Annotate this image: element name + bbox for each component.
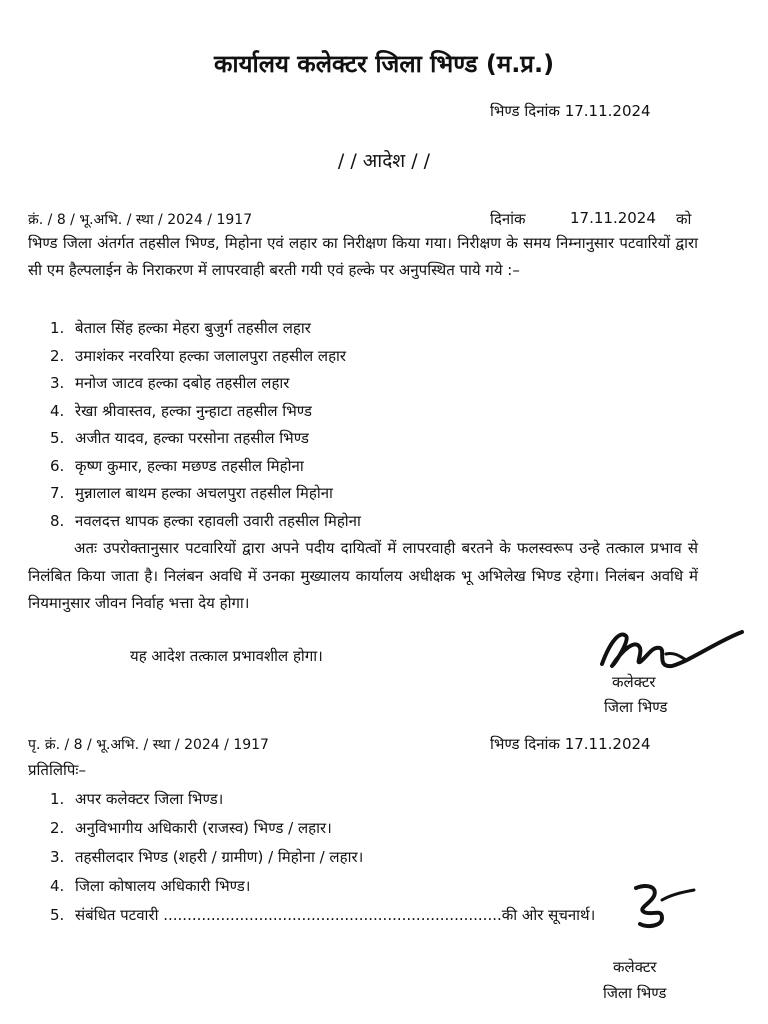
copy-list-item [50,785,595,814]
patwari-list-item-text: कृष्ण कुमार, हल्का मछण्ड तहसील मिहोना [75,456,304,475]
copy-list-item [50,843,595,872]
copy-list-item-text: अपर कलेक्टर जिला भिण्ड। [75,790,224,808]
patwari-list-item-number: 8. [50,511,65,530]
patwari-list-item-text: उमाशंकर नरवरिया हल्का जलालपुरा तहसील लहार [75,346,347,365]
copy-list-item-number: 4. [50,877,65,895]
office-title: कार्यालय कलेक्टर जिला भिण्ड (म.प्र.) [213,50,555,78]
patwari-list-item-number: 7. [50,484,65,502]
patwari-list-item [50,480,361,508]
copy-reference-number: पृ. क्रं. / 8 / भू.अभि. / स्था / 2024 / 1917 [28,737,269,753]
copy-list-item-number: 5. [50,906,65,924]
copy-list-item-text: जिला कोषालय अधिकारी भिण्ड। [75,877,251,895]
patwari-list-item [50,508,361,536]
patwari-list-item [50,370,361,398]
copy-list-item-number: 1. [50,790,65,808]
signature-1-office: जिला भिण्ड [604,698,668,716]
effective-line: यह आदेश तत्काल प्रभावशील होगा। [130,647,323,665]
patwari-list-item-number: 2. [50,346,65,365]
intro-paragraph: भिण्ड जिला अंतर्गत तहसील भिण्ड, मिहोना एवं लहार का निरीक्षण किया गया। निरीक्षण के समय निम्नानुसार पटवारियों द्वारा सी एम हैल्पलाईन के निराकरण में लापरवाही बरती गयी एवं हल्के पर अनुपस्थित पाये गये :– [28,234,698,279]
patwari-list-item-number: 5. [50,429,65,447]
reference-number: क्रं. / 8 / भू.अभि. / स्था / 2024 / 1917 [28,212,253,228]
copy-list-item-text: संबंधित पटवारी .......................................................................की ओर सूचनार्थ। [75,906,596,924]
copy-list-item [50,901,595,930]
header-place-date: भिण्ड दिनांक 17.11.2024 [490,102,651,120]
patwari-list-item-text: नवलदत्त थापक हल्का रहावली उवारी तहसील मिहोना [75,511,361,530]
patwari-list-item-number: 6. [50,456,65,475]
reference-date-label: दिनांक [490,210,526,228]
copy-list-item [50,814,595,843]
patwari-list-item [50,425,361,453]
order-heading: / / आदेश / / [337,150,431,172]
copy-list-item-number: 2. [50,819,65,837]
copy-list-item [50,872,595,901]
copy-list [50,785,595,930]
reference-suffix: को [676,210,692,228]
copy-heading: प्रतिलिपिः– [28,761,86,779]
signature-2 [628,878,698,938]
patwari-list-item-text: मुन्नालाल बाथम हल्का अचलपुरा तहसील मिहोना [75,484,333,502]
patwari-list-item-number: 4. [50,401,65,420]
patwari-list-item-text: मनोज जाटव हल्का दबोह तहसील लहार [75,374,290,392]
patwari-list-item-text: बेताल सिंह हल्का मेहरा बुजुर्ग तहसील लहार [75,319,311,337]
patwari-list-item-number: 3. [50,374,65,392]
signature-2-designation: कलेक्टर [613,958,657,976]
action-paragraph: अतः उपरोक्तानुसार पटवारियों द्वारा अपने पदीय दायित्वों में लापरवाही बरतने के फलस्वरूप उन्हे तत्काल प्रभाव से निलंबित किया जाता है। निलंबन अवधि में उनका मुख्यालय कार्यालय अधीक्षक भू अभिलेख भिण्ड रहेगा। निलंबन अवधि में नियमानुसार जीवन निर्वाह भत्ता देय होगा। [28,539,698,612]
patwari-list-item [50,315,361,343]
copy-list-item-text: अनुविभागीय अधिकारी (राजस्व) भिण्ड / लहार। [75,819,332,837]
patwari-list-item [50,343,361,371]
patwari-list-item [50,453,361,481]
patwari-list-item [50,398,361,426]
reference-date: 17.11.2024 [570,209,656,227]
copy-list-item-text: तहसीलदार भिण्ड (शहरी / ग्रामीण) / मिहोना / लहार। [75,848,364,866]
copy-list-item-number: 3. [50,848,65,866]
patwari-list-item-text: अजीत यादव, हल्का परसोना तहसील भिण्ड [75,429,309,447]
copy-reference-date: भिण्ड दिनांक 17.11.2024 [490,735,651,753]
signature-1-designation: कलेक्टर [612,673,656,691]
patwari-list-item-text: रेखा श्रीवास्तव, हल्का नुन्हाटा तहसील भिण्ड [75,401,312,420]
patwari-list-item-number: 1. [50,319,65,337]
signature-2-office: जिला भिण्ड [603,984,667,1002]
patwari-list [50,315,361,535]
